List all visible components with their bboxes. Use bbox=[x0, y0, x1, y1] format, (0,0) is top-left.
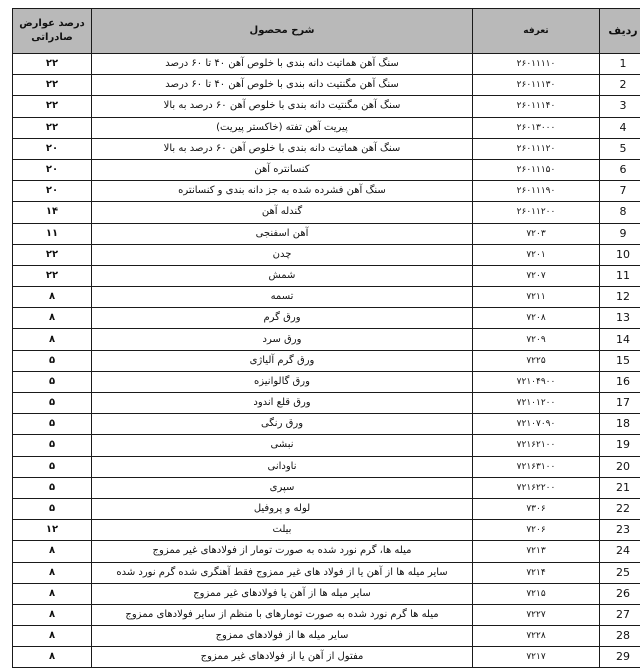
row-index: 22 bbox=[600, 498, 640, 519]
row-description: ورق گالوانیزه bbox=[92, 371, 473, 392]
row-duty: ۸ bbox=[13, 308, 92, 329]
row-duty: ۸ bbox=[13, 647, 92, 668]
row-tariff: ۷۲۰۳ bbox=[473, 223, 600, 244]
row-index: 16 bbox=[600, 371, 640, 392]
table-row bbox=[13, 520, 640, 541]
row-tariff: ۷۲۰۷ bbox=[473, 265, 600, 286]
row-tariff: ۷۲۱۴ bbox=[473, 562, 600, 583]
row-description: ناودانی bbox=[92, 456, 473, 477]
row-description: سایر میله ها از آهن یا فولادهای غیر ممزوج bbox=[92, 583, 473, 604]
table-row bbox=[13, 308, 640, 329]
row-duty: ۲۰ bbox=[13, 138, 92, 159]
row-tariff: ۷۲۱۷ bbox=[473, 647, 600, 668]
row-index: 18 bbox=[600, 414, 640, 435]
row-description: سنگ آهن هماتیت دانه بندی با خلوص آهن ۶۰ درصد به بالا bbox=[92, 138, 473, 159]
row-duty: ۵ bbox=[13, 435, 92, 456]
row-tariff: ۷۲۱۳ bbox=[473, 541, 600, 562]
table-row bbox=[13, 350, 640, 371]
row-index: 3 bbox=[600, 96, 640, 117]
row-index: 29 bbox=[600, 647, 640, 668]
row-index: 23 bbox=[600, 520, 640, 541]
row-index: 4 bbox=[600, 117, 640, 138]
row-index: 1 bbox=[600, 54, 640, 75]
row-index: 25 bbox=[600, 562, 640, 583]
row-duty: ۵ bbox=[13, 498, 92, 519]
row-index: 27 bbox=[600, 604, 640, 625]
table-row bbox=[13, 96, 640, 117]
row-description: میله ها، گرم نورد شده به صورت تومار از فولادهای غیر ممزوج bbox=[92, 541, 473, 562]
row-index: 5 bbox=[600, 138, 640, 159]
row-duty: ۲۰ bbox=[13, 181, 92, 202]
row-description: نبشی bbox=[92, 435, 473, 456]
row-tariff: ۷۲۰۶ bbox=[473, 520, 600, 541]
row-duty: ۲۲ bbox=[13, 265, 92, 286]
row-index: 28 bbox=[600, 626, 640, 647]
table-row bbox=[13, 265, 640, 286]
row-duty: ۱۲ bbox=[13, 520, 92, 541]
table-row bbox=[13, 223, 640, 244]
row-index: 6 bbox=[600, 159, 640, 180]
row-description: سنگ آهن مگنتیت دانه بندی با خلوص آهن ۴۰ تا ۶۰ درصد bbox=[92, 75, 473, 96]
table-row bbox=[13, 75, 640, 96]
row-index: 10 bbox=[600, 244, 640, 265]
row-description: ورق گرم bbox=[92, 308, 473, 329]
table-row bbox=[13, 477, 640, 498]
row-description: میله ها گرم نورد شده به صورت تومارهای با منظم از سایر فولادهای ممزوج bbox=[92, 604, 473, 625]
row-tariff: ۲۶۰۱۱۱۲۰ bbox=[473, 138, 600, 159]
table-row bbox=[13, 371, 640, 392]
table-row bbox=[13, 138, 640, 159]
row-description: تسمه bbox=[92, 287, 473, 308]
table-row bbox=[13, 117, 640, 138]
row-tariff: ۷۲۲۸ bbox=[473, 626, 600, 647]
table-row bbox=[13, 498, 640, 519]
row-duty: ۸ bbox=[13, 329, 92, 350]
row-index: 17 bbox=[600, 393, 640, 414]
row-tariff: ۲۶۰۱۱۱۹۰ bbox=[473, 181, 600, 202]
row-tariff: ۲۶۰۱۱۱۳۰ bbox=[473, 75, 600, 96]
row-duty: ۵ bbox=[13, 456, 92, 477]
row-tariff: ۲۶۰۱۱۱۴۰ bbox=[473, 96, 600, 117]
row-duty: ۲۲ bbox=[13, 75, 92, 96]
row-tariff: ۷۲۱۶۲۱۰۰ bbox=[473, 435, 600, 456]
table-row bbox=[13, 435, 640, 456]
row-index: 9 bbox=[600, 223, 640, 244]
row-duty: ۲۲ bbox=[13, 54, 92, 75]
table-header-row bbox=[13, 9, 640, 54]
row-tariff: ۷۲۰۸ bbox=[473, 308, 600, 329]
row-description: چدن bbox=[92, 244, 473, 265]
row-duty: ۸ bbox=[13, 541, 92, 562]
row-description: ورق رنگی bbox=[92, 414, 473, 435]
row-duty: ۲۲ bbox=[13, 244, 92, 265]
row-description: پیریت آهن تفته (خاکستر پیریت) bbox=[92, 117, 473, 138]
row-description: سپری bbox=[92, 477, 473, 498]
row-description: ورق گرم آلیاژی bbox=[92, 350, 473, 371]
table-row bbox=[13, 541, 640, 562]
row-duty: ۵ bbox=[13, 414, 92, 435]
row-tariff: ۷۲۲۷ bbox=[473, 604, 600, 625]
row-index: 20 bbox=[600, 456, 640, 477]
row-tariff: ۷۲۱۰۴۹۰۰ bbox=[473, 371, 600, 392]
row-description: سنگ آهن مگنتیت دانه بندی با خلوص آهن ۶۰ درصد به بالا bbox=[92, 96, 473, 117]
row-duty: ۸ bbox=[13, 604, 92, 625]
row-index: 14 bbox=[600, 329, 640, 350]
table-row bbox=[13, 414, 640, 435]
document-page bbox=[12, 8, 630, 668]
row-tariff: ۷۲۱۱ bbox=[473, 287, 600, 308]
row-tariff: ۷۳۰۶ bbox=[473, 498, 600, 519]
row-index: 11 bbox=[600, 265, 640, 286]
row-duty: ۲۲ bbox=[13, 96, 92, 117]
row-index: 13 bbox=[600, 308, 640, 329]
row-duty: ۲۲ bbox=[13, 117, 92, 138]
row-duty: ۵ bbox=[13, 477, 92, 498]
row-duty: ۸ bbox=[13, 583, 92, 604]
row-duty: ۸ bbox=[13, 287, 92, 308]
row-index: 19 bbox=[600, 435, 640, 456]
row-tariff: ۷۲۱۰۷۰۹۰ bbox=[473, 414, 600, 435]
table-row bbox=[13, 393, 640, 414]
row-tariff: ۷۲۰۹ bbox=[473, 329, 600, 350]
row-index: 2 bbox=[600, 75, 640, 96]
row-duty: ۸ bbox=[13, 626, 92, 647]
row-description: آهن اسفنجی bbox=[92, 223, 473, 244]
table-row bbox=[13, 181, 640, 202]
row-tariff: ۲۶۰۱۱۲۰۰ bbox=[473, 202, 600, 223]
row-description: مفتول از آهن یا از فولادهای غیر ممزوج bbox=[92, 647, 473, 668]
table-row bbox=[13, 159, 640, 180]
table-row bbox=[13, 244, 640, 265]
row-duty: ۲۰ bbox=[13, 159, 92, 180]
table-row bbox=[13, 202, 640, 223]
header-tariff: تعرفه bbox=[473, 9, 600, 54]
row-description: سایر میله ها از فولادهای ممزوج bbox=[92, 626, 473, 647]
header-index: ردیف bbox=[600, 9, 640, 54]
table-row bbox=[13, 562, 640, 583]
table-row bbox=[13, 583, 640, 604]
export-duty-table bbox=[12, 8, 640, 668]
row-description: سنگ آهن هماتیت دانه بندی با خلوص آهن ۴۰ تا ۶۰ درصد bbox=[92, 54, 473, 75]
table-row bbox=[13, 626, 640, 647]
row-description: سایر میله ها از آهن یا از فولاد های غیر ممزوج فقط آهنگری شده گرم نورد شده bbox=[92, 562, 473, 583]
table-row bbox=[13, 456, 640, 477]
row-index: 24 bbox=[600, 541, 640, 562]
row-index: 26 bbox=[600, 583, 640, 604]
row-tariff: ۲۶۰۱۳۰۰۰ bbox=[473, 117, 600, 138]
row-description: شمش bbox=[92, 265, 473, 286]
row-duty: ۱۴ bbox=[13, 202, 92, 223]
row-description: ورق قلع اندود bbox=[92, 393, 473, 414]
row-index: 8 bbox=[600, 202, 640, 223]
row-tariff: ۷۲۱۶۲۲۰۰ bbox=[473, 477, 600, 498]
row-tariff: ۷۲۱۰۱۲۰۰ bbox=[473, 393, 600, 414]
table-row bbox=[13, 647, 640, 668]
row-tariff: ۲۶۰۱۱۱۵۰ bbox=[473, 159, 600, 180]
header-description: شرح محصول bbox=[92, 9, 473, 54]
row-index: 12 bbox=[600, 287, 640, 308]
row-duty: ۵ bbox=[13, 350, 92, 371]
row-description: بیلت bbox=[92, 520, 473, 541]
row-duty: ۵ bbox=[13, 393, 92, 414]
row-description: کنسانتره آهن bbox=[92, 159, 473, 180]
row-index: 7 bbox=[600, 181, 640, 202]
row-tariff: ۷۲۱۵ bbox=[473, 583, 600, 604]
row-duty: ۱۱ bbox=[13, 223, 92, 244]
table-row bbox=[13, 287, 640, 308]
row-description: ورق سرد bbox=[92, 329, 473, 350]
table-row bbox=[13, 329, 640, 350]
row-description: لوله و پروفیل bbox=[92, 498, 473, 519]
row-duty: ۵ bbox=[13, 371, 92, 392]
row-tariff: ۷۲۱۶۳۱۰۰ bbox=[473, 456, 600, 477]
row-description: گندله آهن bbox=[92, 202, 473, 223]
row-tariff: ۷۲۲۵ bbox=[473, 350, 600, 371]
row-tariff: ۷۲۰۱ bbox=[473, 244, 600, 265]
row-description: سنگ آهن فشرده شده به جز دانه بندی و کنسانتره bbox=[92, 181, 473, 202]
table-row bbox=[13, 604, 640, 625]
row-index: 21 bbox=[600, 477, 640, 498]
row-tariff: ۲۶۰۱۱۱۱۰ bbox=[473, 54, 600, 75]
table-row bbox=[13, 54, 640, 75]
header-duty: درصد عوارض صادراتی bbox=[13, 9, 92, 54]
row-index: 15 bbox=[600, 350, 640, 371]
row-duty: ۸ bbox=[13, 562, 92, 583]
